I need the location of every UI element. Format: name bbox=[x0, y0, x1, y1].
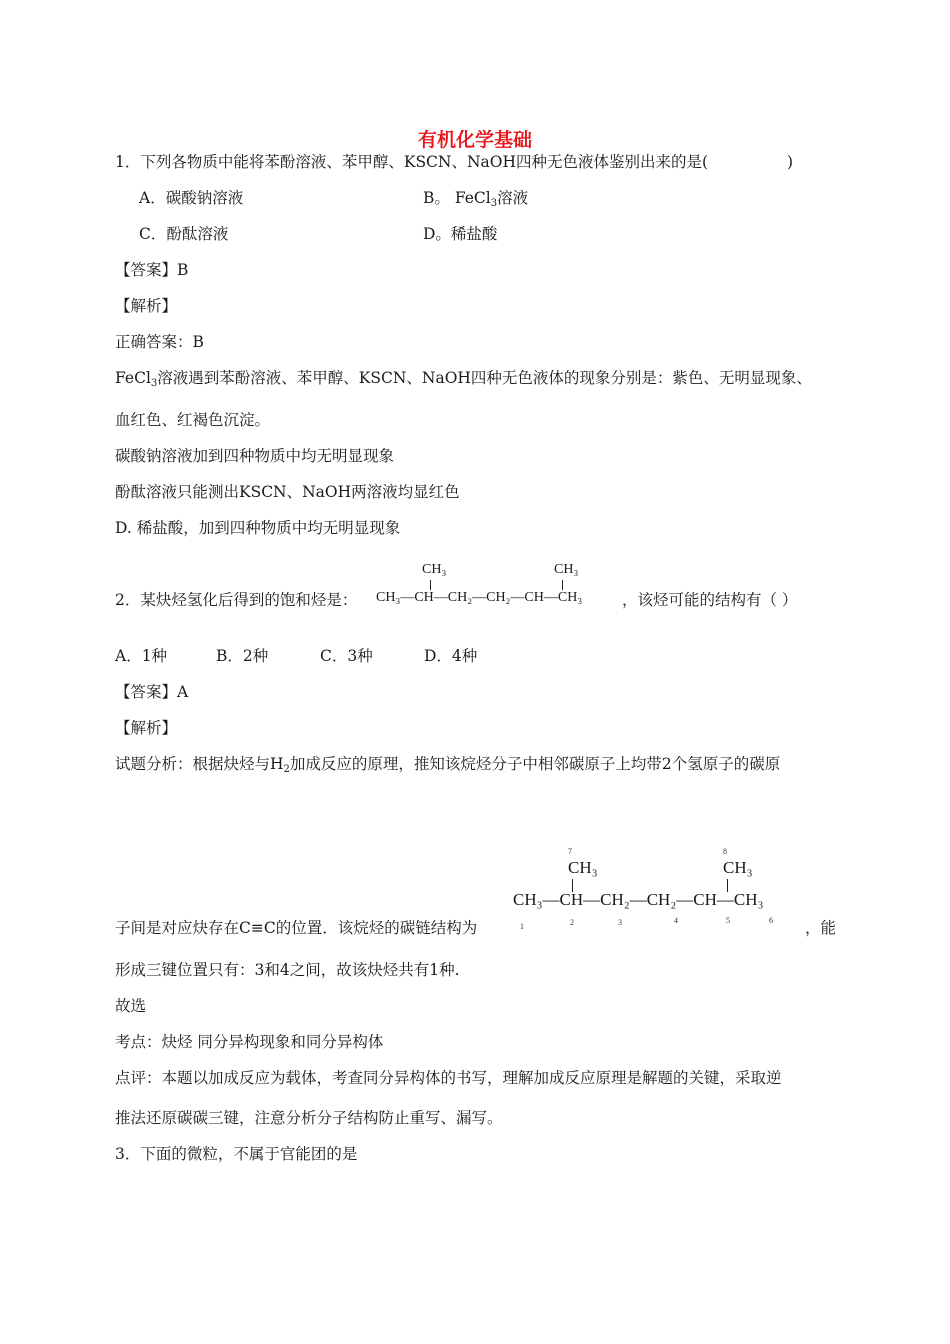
q2-stem: 2．某炔烃氢化后得到的饱和烃是： bbox=[115, 591, 358, 609]
q2-formula-branch-1: CH₃ bbox=[422, 562, 447, 577]
q1-stem-text: 1．下列各物质中能将苯酚溶液、苯甲醇、KSCN、NaOH四种无色液体鉴别出来的是( bbox=[115, 153, 709, 171]
q1-answer: 【答案】B bbox=[115, 261, 189, 279]
q1-exp1-sub: 3 bbox=[150, 378, 158, 389]
q2-explanation-1 bbox=[115, 754, 780, 774]
q1-option-b-text: B。 FeCl bbox=[423, 189, 491, 207]
document-title: 有机化学基础 bbox=[417, 129, 532, 151]
q2-option-a: A．1种 bbox=[115, 647, 168, 665]
q1-exp1-post: 溶液遇到苯酚溶液、苯甲醇、KSCN、NaOH四种无色液体的现象分别是：紫色、无明显现象、 bbox=[157, 369, 812, 387]
q2-explanation-2: 子间是对应炔存在C≡C的位置．该烷烃的碳链结构为 bbox=[115, 919, 478, 937]
q1-option-b bbox=[423, 188, 528, 208]
q2-formula-bond-2 bbox=[562, 580, 563, 590]
q1-option-d: D。稀盐酸 bbox=[423, 225, 498, 243]
q1-explanation-1 bbox=[115, 368, 812, 388]
q1-analysis-heading: 【解析】 bbox=[115, 297, 178, 315]
q2-option-d: D．4种 bbox=[424, 647, 478, 665]
q2-stem-tail: ，该烃可能的结构有（ ） bbox=[622, 591, 798, 609]
chain-number-7: 7 bbox=[568, 847, 572, 856]
q1-explanation-2: 血红色、红褐色沉淀。 bbox=[115, 411, 271, 429]
q1-stem-close: ) bbox=[787, 153, 794, 171]
chain-main: CH₃—CH—CH₂—CH₂—CH—CH₃ bbox=[513, 890, 764, 909]
q2-dianping-2: 推法还原碳碳三键，注意分析分子结构防止重写、漏写。 bbox=[115, 1109, 503, 1127]
chain-number-6: 6 bbox=[769, 916, 773, 925]
q2-option-b: B．2种 bbox=[216, 647, 269, 665]
chain-number-5: 5 bbox=[726, 916, 730, 925]
q1-correct-answer: 正确答案：B bbox=[115, 333, 204, 351]
q2-exp1-post: 加成反应的原理，推知该烷烃分子中相邻碳原子上均带2个氢原子的碳原 bbox=[289, 755, 781, 773]
q1-option-b-sub: 3 bbox=[490, 198, 498, 209]
q2-option-c: C．3种 bbox=[320, 647, 373, 665]
q2-formula-main: CH₃—CH—CH₂—CH₂—CH—CH₃ bbox=[376, 590, 583, 605]
chain-number-3: 3 bbox=[618, 918, 622, 927]
q2-formula-bond-1 bbox=[430, 580, 431, 590]
q1-explanation-3: 碳酸钠溶液加到四种物质中均无明显现象 bbox=[115, 447, 395, 465]
q2-analysis-heading: 【解析】 bbox=[115, 719, 178, 737]
q1-option-a: A．碳酸钠溶液 bbox=[139, 189, 244, 207]
q2-kaodian: 考点：炔烃 同分异构现象和同分异构体 bbox=[115, 1033, 384, 1051]
chain-number-2: 2 bbox=[570, 918, 574, 927]
q2-formula-branch-2: CH₃ bbox=[554, 562, 579, 577]
chain-number-4: 4 bbox=[674, 916, 678, 925]
q2-answer: 【答案】A bbox=[115, 683, 189, 701]
chain-number-8: 8 bbox=[723, 847, 727, 856]
q1-option-b-tail: 溶液 bbox=[497, 189, 529, 207]
q2-exp1-pre: 试题分析：根据炔烃与H bbox=[115, 755, 284, 773]
q1-explanation-4: 酚酞溶液只能测出KSCN、NaOH两溶液均显红色 bbox=[115, 483, 460, 501]
q1-explanation-5: D. 稀盐酸，加到四种物质中均无明显现象 bbox=[115, 519, 401, 537]
q2-dianping-1: 点评：本题以加成反应为载体，考查同分异构体的书写，理解加成反应原理是解题的关键，采取逆 bbox=[115, 1069, 782, 1087]
chain-number-1: 1 bbox=[520, 922, 524, 931]
q1-option-c: C．酚酞溶液 bbox=[139, 225, 229, 243]
chain-branch-2: CH₃ bbox=[723, 858, 753, 877]
q2-exp1-sub: 2 bbox=[283, 764, 290, 775]
q2-explanation-2-tail: ，能 bbox=[805, 919, 837, 937]
q3-stem: 3．下面的微粒，不属于官能团的是 bbox=[115, 1145, 358, 1163]
chain-branch-1: CH₃ bbox=[568, 858, 598, 877]
q1-stem bbox=[115, 152, 708, 172]
q2-explanation-3: 形成三键位置只有：3和4之间，故该炔烃共有1种. bbox=[115, 961, 460, 979]
q1-exp1-pre: FeCl bbox=[115, 369, 151, 387]
q2-explanation-4: 故选 bbox=[115, 997, 147, 1015]
